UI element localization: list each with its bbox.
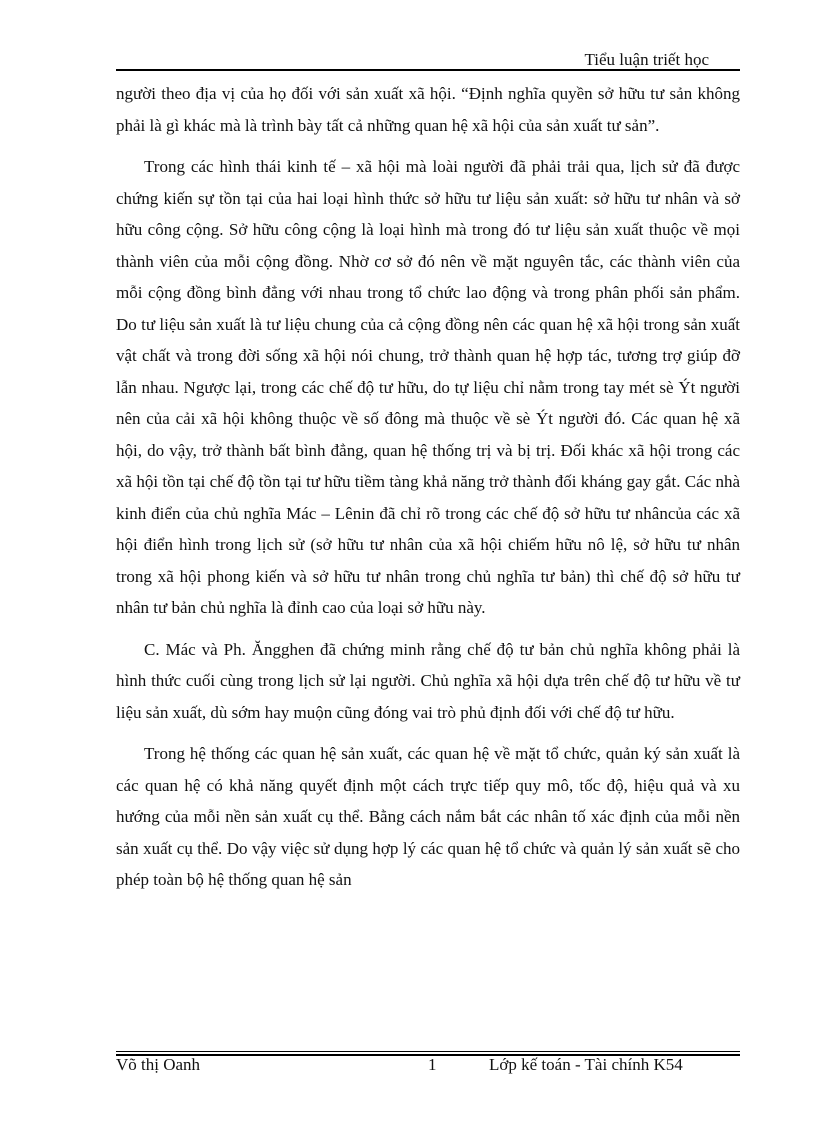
document-body — [116, 78, 740, 896]
paragraph-1: người theo địa vị của họ đối với sản xuất xã hội. “Định nghĩa quyền sở hữu tư sản không phải là gì khác mà là trình bày tất cả những quan hệ xã hội của sản xuất tư sản”. — [116, 84, 740, 135]
paragraph-2: Trong các hình thái kinh tế – xã hội mà loài người đã phải trải qua, lịch sử đã được chứng kiến sự tồn tại của hai loại hình thức sở hữu tư liệu sản xuất: sở hữu tư nhân và sở hữu công cộng. Sở hữu công cộng là loại hình mà trong đó tư liệu sản xuất thuộc về mọi thành viên của mỗi cộng đồng. Nhờ cơ sở đó nên về mặt nguyên tắc, các thành viên của mỗi cộng đồng bình đẳng với nhau trong tổ chức lao động và trong phân phối sản phẩm. Do tư liệu sản xuất là tư liệu chung của cả cộng đồng nên các quan hệ xã hội trong sản xuất vật chất và trong đời sống xã hội nói chung, trở thành quan hệ hợp tác, tương trợ giúp đỡ lẫn nhau. Ngược lại, trong các chế độ tư hữu, do tự liệu chỉ nằm trong tay mét sè Ýt người nên của cải xã hội không thuộc về số đông mà thuộc về sè Ýt người đó. Các quan hệ xã hội, do vậy, trở thành bất bình đẳng, quan hệ thống trị và bị trị. Đối khác xã hội trong các xã hội tồn tại chế độ tồn tại tư hữu tiềm tàng khả năng trở thành đối kháng gay gắt. Các nhà kinh điển của chủ nghĩa Mác – Lênin đã chỉ rõ trong các chế độ sở hữu tư nhâncủa các xã hội điển hình trong lịch sử (sở hữu tư nhân của xã hội chiếm hữu nô lệ, sở hữu tư nhân trong xã hội phong kiến và sở hữu tư nhân trong chủ nghĩa tư bản) thì chế độ sở hữu tư nhân tư bản chủ nghĩa là đỉnh cao của loại sở hữu này. — [116, 157, 740, 617]
paragraph-3: C. Mác và Ph. Ăngghen đã chứng minh rằng chế độ tư bản chủ nghĩa không phải là hình thức cuối cùng trong lịch sử lại người. Chủ nghĩa xã hội dựa trên chế độ tư hữu về tư liệu sản xuất, dù sớm hay muộn cũng đóng vai trò phủ định đối với chế độ tư hữu. — [116, 639, 740, 722]
footer-class: Lớp kế toán - Tài chính K54 — [489, 1055, 683, 1074]
footer-author: Võ thị Oanh — [116, 1055, 201, 1074]
footer-divider-thin — [116, 1051, 740, 1052]
header-divider — [116, 69, 740, 71]
paragraph-4: Trong hệ thống các quan hệ sản xuất, các quan hệ về mặt tổ chức, quản ký sản xuất là các quan hệ có khả năng quyết định một cách trực tiếp quy mô, tốc độ, hiệu quả và xu hướng của mỗi nền sản xuất cụ thể. Bằng cách nắm bắt các nhân tố xác định của mỗi nền sản xuất cụ thể. Do vậy việc sử dụng hợp lý các quan hệ tổ chức và quản lý sản xuất sẽ cho phép toàn bộ hệ thống quan hệ sản — [116, 744, 740, 889]
header-title: Tiểu luận triết học — [584, 50, 709, 69]
page-number: 1 — [428, 1055, 437, 1074]
